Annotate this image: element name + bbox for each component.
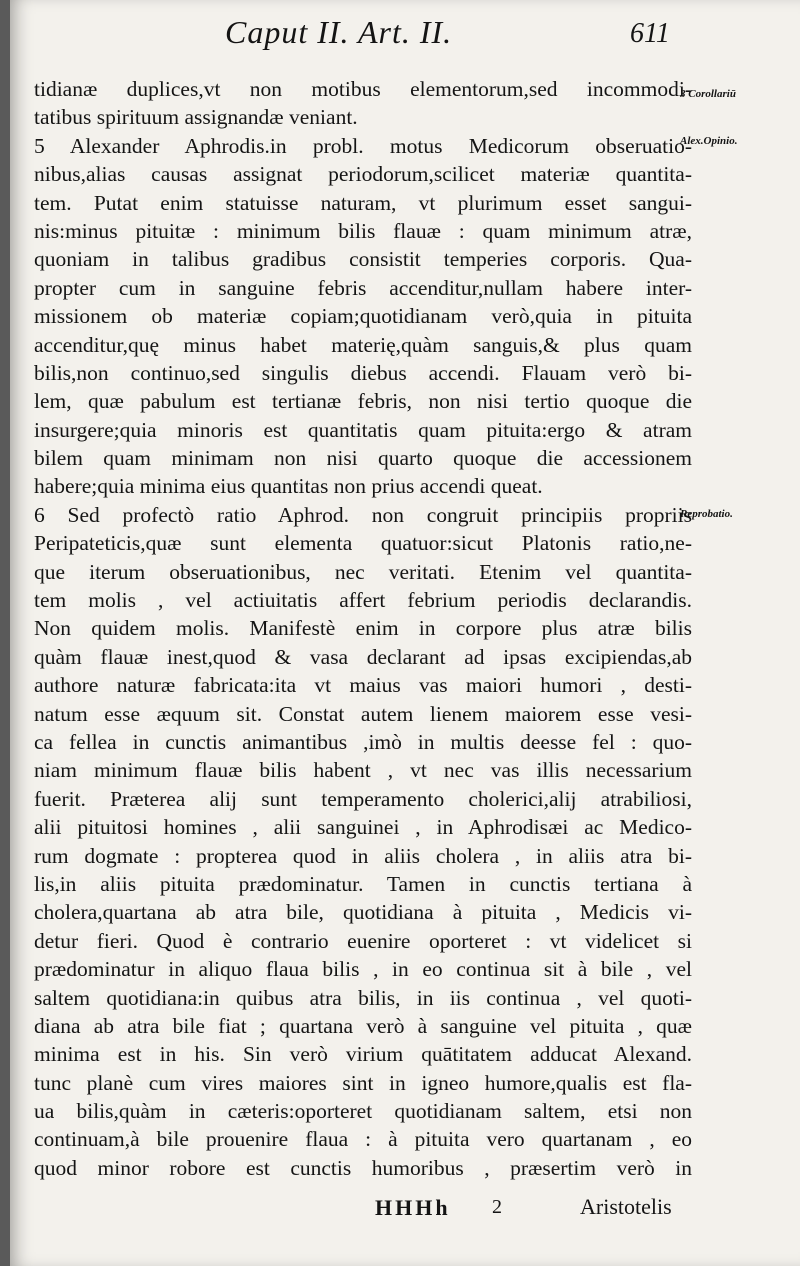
text-line: Non quidem molis. Manifestè enim in corpore plus atræ bilis <box>34 616 692 641</box>
text-line: minima est in his. Sin verò virium quātitatem adducat Alexand. <box>34 1042 692 1067</box>
margin-note-reprobatio: Reprobatio. <box>680 508 733 520</box>
text-line: 6 Sed profectò ratio Aphrod. non congruit principiis propriis <box>34 502 692 527</box>
text-line: que iterum obseruationibus, nec veritati. Etenim vel quantita- <box>34 559 692 584</box>
text-line: tunc planè cum vires maiores sint in igneo humore,qualis est fla- <box>34 1070 692 1095</box>
text-line: 5 Alexander Aphrodis.in probl. motus Medicorum obseruatio- <box>34 133 692 158</box>
text-line: ua bilis,quàm in cæteris:oporteret quotidianam saltem, etsi non <box>34 1099 692 1124</box>
text-line: nibus,alias causas assignat periodorum,scilicet materiæ quantita- <box>34 162 692 187</box>
signature-number: 2 <box>492 1196 502 1218</box>
text-line: tatibus spirituum assignandæ veniant. <box>34 105 358 130</box>
text-line: quoniam in talibus gradibus consistit temperies corporis. Qua- <box>34 247 692 272</box>
text-line: lis,in aliis pituita prædominatur. Tamen in cunctis tertiana à <box>34 871 692 896</box>
text-line: alii pituitosi homines , alii sanguinei , in Aphrodisæi ac Medico- <box>34 815 692 840</box>
text-line: authore naturæ fabricata:ita vt maius vas maiori humori , desti- <box>34 673 692 698</box>
text-line: insurgere;quia minoris est quantitatis quam pituita:ergo & atram <box>34 417 692 442</box>
text-line: tem. Putat enim statuisse naturam, vt plurimum esset sangui- <box>34 190 692 215</box>
text-line: accenditur,quę minus habet materię,quàm sanguis,& plus quam <box>34 332 692 357</box>
text-line: bilem quam minimam non nisi quarto quoque die accessionem <box>34 446 692 471</box>
text-line: diana ab atra bile fiat ; quartana verò à sanguine vel pituita , quæ <box>34 1013 692 1038</box>
text-line: ca fellea in cunctis animantibus ,imò in multis deesse fel : quo- <box>34 729 692 754</box>
text-line: habere;quia minima eius quantitas non prius accendi queat. <box>34 474 543 499</box>
text-line: prædominatur in aliquo flaua bilis , in eo continua sit à bile , vel <box>34 957 692 982</box>
text-line: detur fieri. Quod è contrario euenire oporteret : vt videlicet si <box>34 928 692 953</box>
text-line: fuerit. Præterea alij sunt temperamento cholerici,alij atrabiliosi, <box>34 786 692 811</box>
text-line: natum esse æquum sit. Constat autem lienem maiorem esse vesi- <box>34 701 692 726</box>
text-line: Peripateticis,quæ sunt elementa quatuor:sicut Platonis ratio,ne- <box>34 531 692 556</box>
text-line: saltem quotidiana:in quibus atra bilis, in iis continua , vel quoti- <box>34 985 692 1010</box>
text-line: niam minimum flauæ bilis habent , vt nec vas illis necessarium <box>34 758 692 783</box>
text-line: propter cum in sanguine febris accenditur,nullam habere inter- <box>34 275 692 300</box>
text-line: continuam,à bile prouenire flaua : à pituita vero quartanam , eo <box>34 1127 692 1152</box>
running-head: Caput II. Art. II. <box>225 14 453 50</box>
body-text <box>34 75 692 1182</box>
signature-mark: HHHh <box>375 1195 451 1220</box>
page-number: 611 <box>630 18 670 49</box>
text-line: missionem ob materiæ copiam;quotidianam verò,quia in pituita <box>34 304 692 329</box>
text-line: bilis,non continuo,sed singulis diebus accendi. Flauam verò bi- <box>34 360 692 385</box>
text-line: quàm flauæ inest,quod & vasa declarant ad ipsas excipiendas,ab <box>34 644 692 669</box>
text-line: rum dogmate : propterea quod in aliis cholera , in aliis atra bi- <box>34 843 692 868</box>
text-line: cholera,quartana ab atra bile, quotidiana à pituita , Medicis vi- <box>34 900 692 925</box>
catchword: Aristotelis <box>580 1194 672 1219</box>
text-line: lem, quæ pabulum est tertianæ febris, non nisi tertio quoque die <box>34 389 692 414</box>
book-page <box>10 0 800 1266</box>
margin-note-corollarium: 3 Corollariū <box>680 88 736 100</box>
margin-note-opinio: Alex.Opinio. <box>680 135 738 147</box>
text-line: tem molis , vel actiuitatis affert febrium periodis declarandis. <box>34 588 692 613</box>
text-line: tidianæ duplices,vt non motibus elementorum,sed incommodi- <box>34 77 692 101</box>
text-line: quod minor robore est cunctis humoribus , præsertim verò in <box>34 1155 692 1180</box>
text-line: nis:minus pituitæ : minimum bilis flauæ : quam minimum atræ, <box>34 218 692 243</box>
